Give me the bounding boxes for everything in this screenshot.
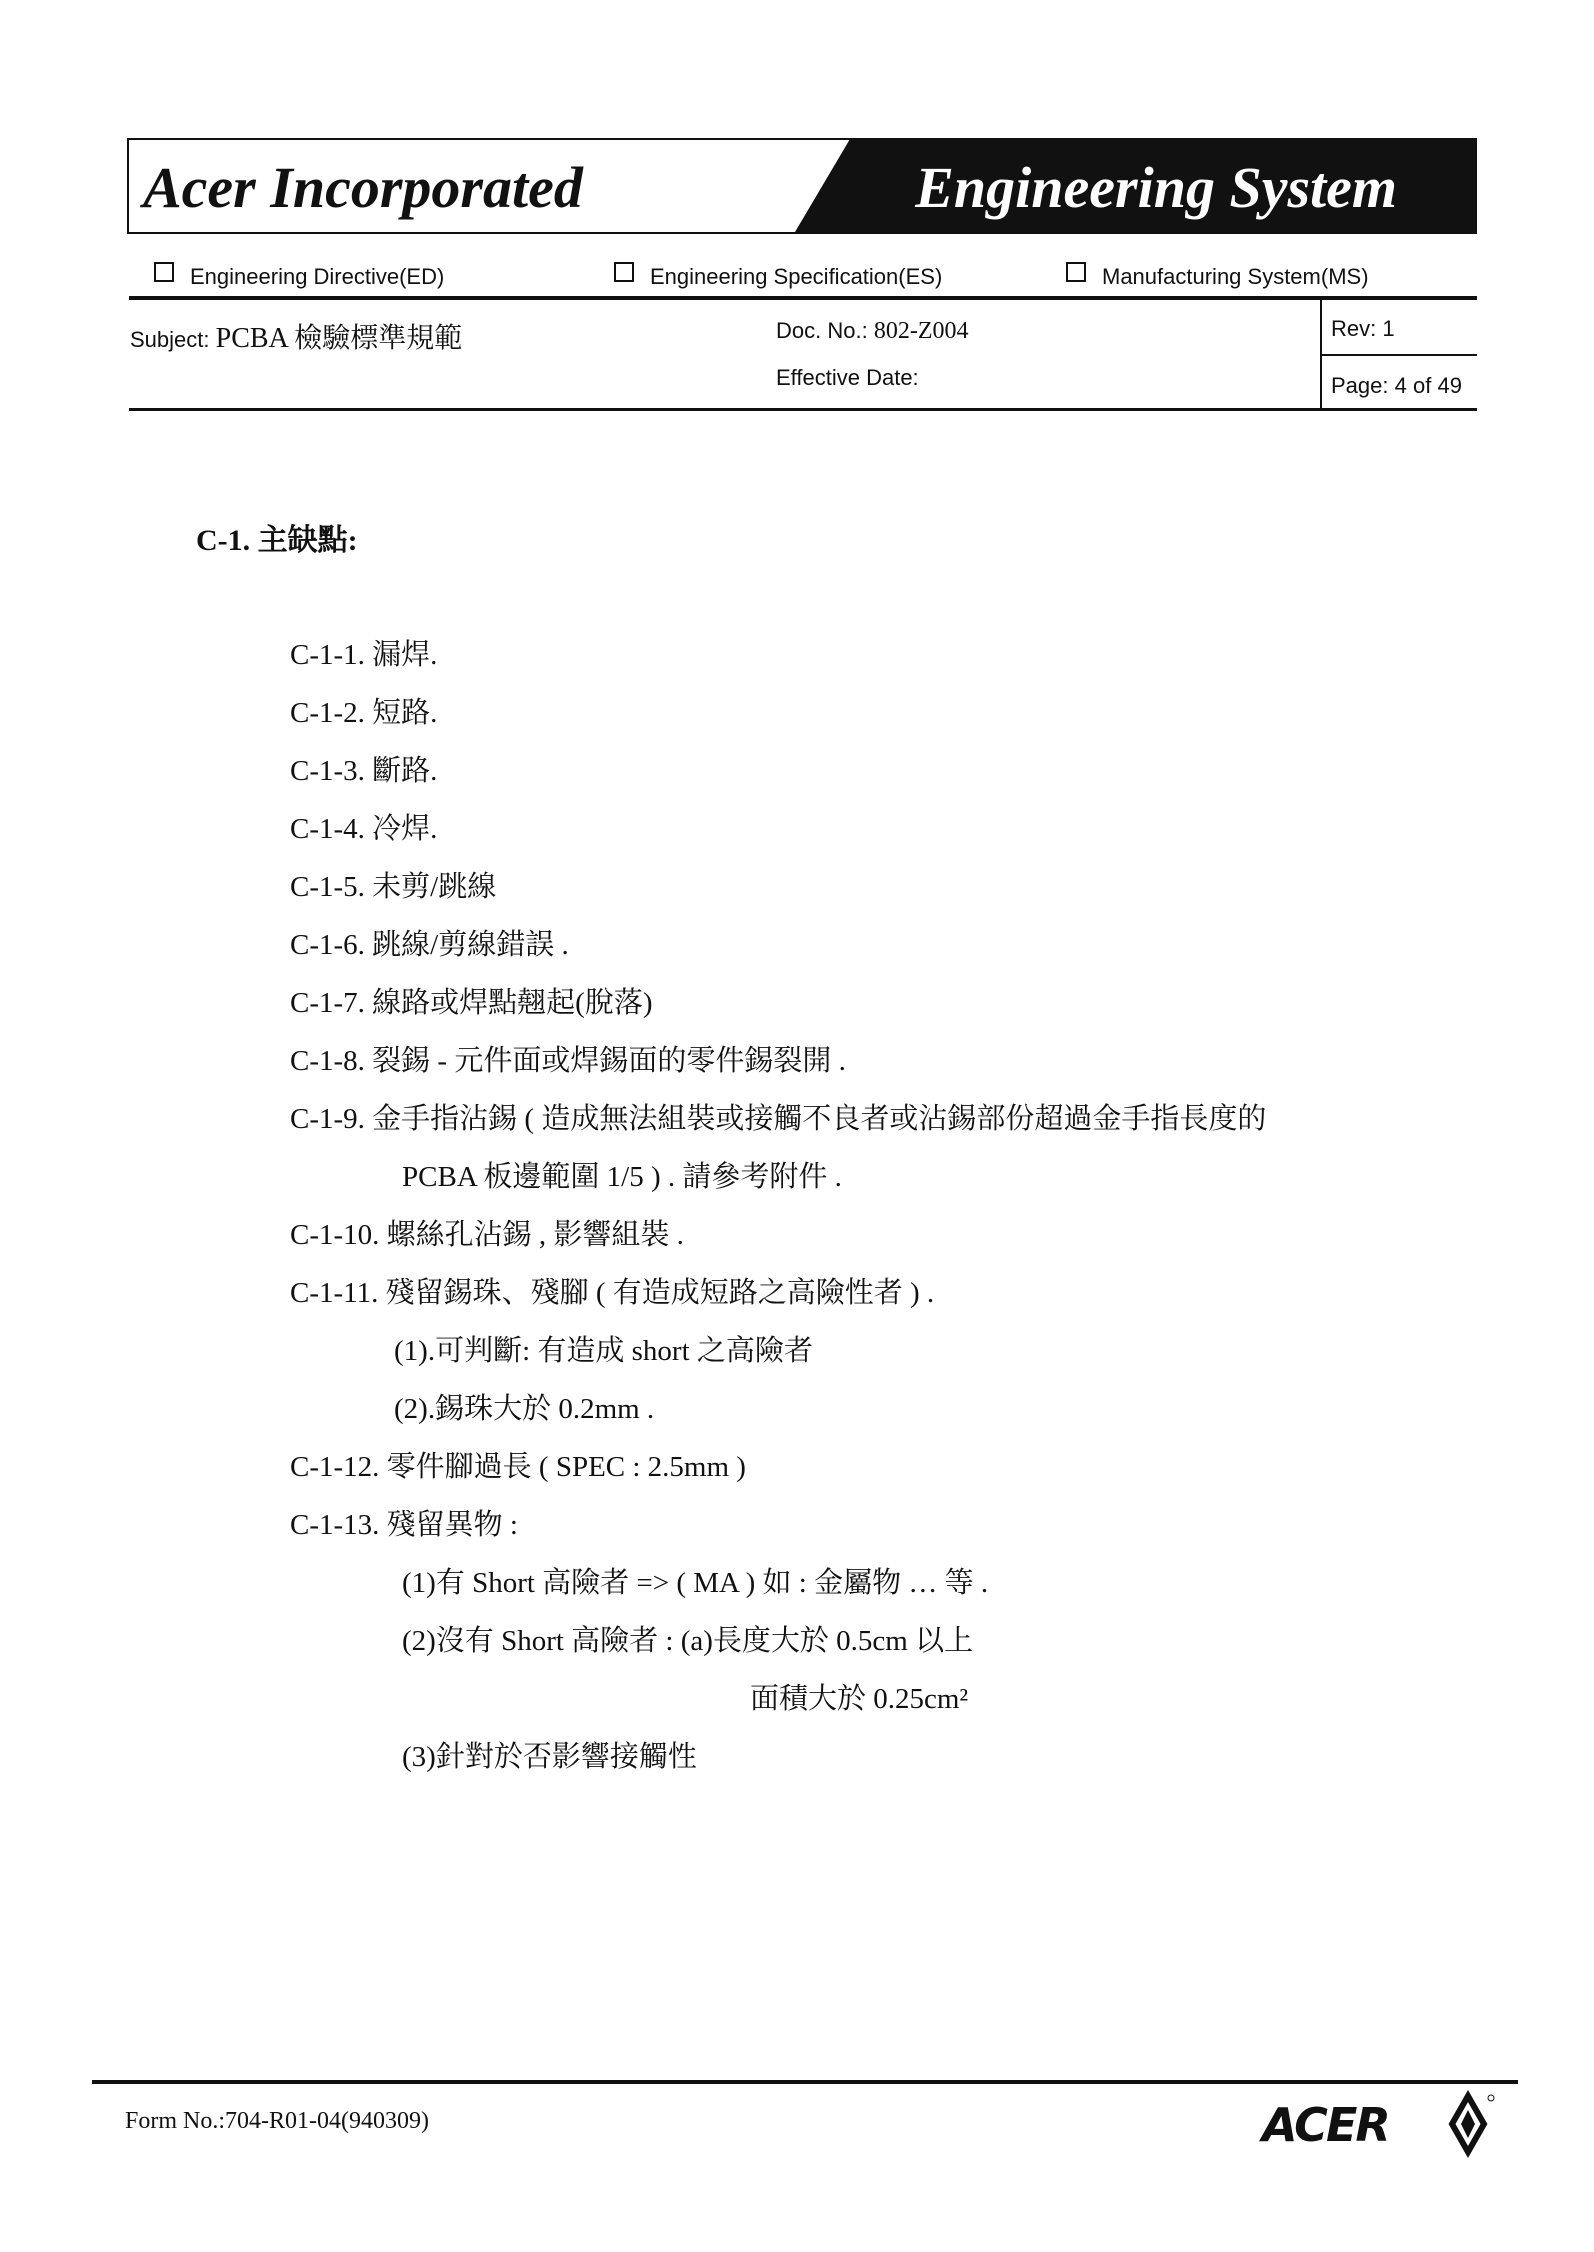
- info-top-rule: [129, 296, 1477, 300]
- list-item: C-1-8. 裂錫 - 元件面或焊錫面的零件錫裂開 .: [290, 1045, 846, 1077]
- list-item: C-1-4. 冷焊.: [290, 813, 438, 845]
- list-item: C-1-9. 金手指沾錫 ( 造成無法組裝或接觸不良者或沾錫部份超過金手指長度的: [290, 1103, 1267, 1135]
- company-title: Acer Incorporated: [143, 155, 583, 220]
- subject-field: [130, 316, 462, 356]
- list-item: C-1-7. 線路或焊點翹起(脫落): [290, 987, 653, 1019]
- list-item-continuation: PCBA 板邊範圍 1/5 ) . 請參考附件 .: [402, 1161, 842, 1193]
- category-es-label: Engineering Specification(ES): [650, 264, 943, 289]
- checkbox-icon[interactable]: [1066, 262, 1086, 282]
- category-ms-label: Manufacturing System(MS): [1102, 264, 1369, 289]
- form-number: Form No.:704-R01-04(940309): [125, 2108, 429, 2134]
- page-field: [1331, 373, 1462, 399]
- list-item: C-1-13. 殘留異物 :: [290, 1509, 518, 1541]
- sub-item: (1)有 Short 高險者 => ( MA ) 如 : 金屬物 … 等 .: [402, 1567, 989, 1599]
- list-item: C-1-10. 螺絲孔沾錫 , 影響組裝 .: [290, 1219, 684, 1251]
- category-row: [150, 262, 1480, 294]
- subject-label: Subject:: [130, 327, 210, 352]
- list-item: C-1-6. 跳線/剪線錯誤 .: [290, 929, 569, 961]
- doc-no-field: [776, 318, 968, 345]
- category-ms[interactable]: [1066, 262, 1369, 290]
- sub-item-continuation: 面積大於 0.25cm²: [750, 1683, 969, 1715]
- sub-item: (2)沒有 Short 高險者 : (a)長度大於 0.5cm 以上: [402, 1625, 974, 1657]
- info-bottom-rule: [129, 408, 1477, 411]
- sub-item: (3)針對於否影響接觸性: [402, 1741, 697, 1773]
- list-item: C-1-5. 未剪/跳線: [290, 871, 497, 903]
- effective-date-field: [776, 365, 919, 391]
- doc-no-value: 802-Z004: [873, 318, 969, 344]
- system-title: Engineering System: [915, 155, 1397, 220]
- rev-value: 1: [1382, 316, 1395, 341]
- sub-item: (1).可判斷: 有造成 short 之高險者: [394, 1335, 813, 1367]
- page-number: 4: [1394, 373, 1407, 398]
- sub-item: (2).錫珠大於 0.2mm .: [394, 1393, 655, 1425]
- rev-page-divider: [1321, 354, 1477, 356]
- checkbox-icon[interactable]: [614, 262, 634, 282]
- list-item: C-1-1. 漏焊.: [290, 639, 438, 671]
- page-label: Page:: [1331, 373, 1389, 398]
- rev-field: [1331, 316, 1395, 342]
- category-ed[interactable]: [154, 262, 444, 290]
- list-item: C-1-3. 斷路.: [290, 755, 438, 787]
- category-ed-label: Engineering Directive(ED): [190, 264, 445, 289]
- list-item: C-1-2. 短路.: [290, 697, 438, 729]
- category-es[interactable]: [614, 262, 942, 290]
- acer-logo: [1262, 2090, 1502, 2160]
- acer-logo-text: ACER: [1262, 2098, 1389, 2152]
- acer-diamond-icon: [1442, 2090, 1498, 2160]
- list-item: C-1-11. 殘留錫珠、殘腳 ( 有造成短路之高險性者 ) .: [290, 1277, 935, 1309]
- subject-value: PCBA 檢驗標準規範: [215, 323, 463, 354]
- list-item: C-1-12. 零件腳過長 ( SPEC : 2.5mm ): [290, 1451, 746, 1483]
- header-banner: [127, 138, 1477, 234]
- doc-no-label: Doc. No.:: [776, 318, 868, 343]
- rev-label: Rev:: [1331, 316, 1377, 341]
- page-total: of 49: [1413, 373, 1462, 398]
- section-title: C-1. 主缺點:: [196, 524, 358, 557]
- footer-rule: [92, 2080, 1518, 2084]
- effective-date-label: Effective Date:: [776, 365, 919, 390]
- checkbox-icon[interactable]: [154, 262, 174, 282]
